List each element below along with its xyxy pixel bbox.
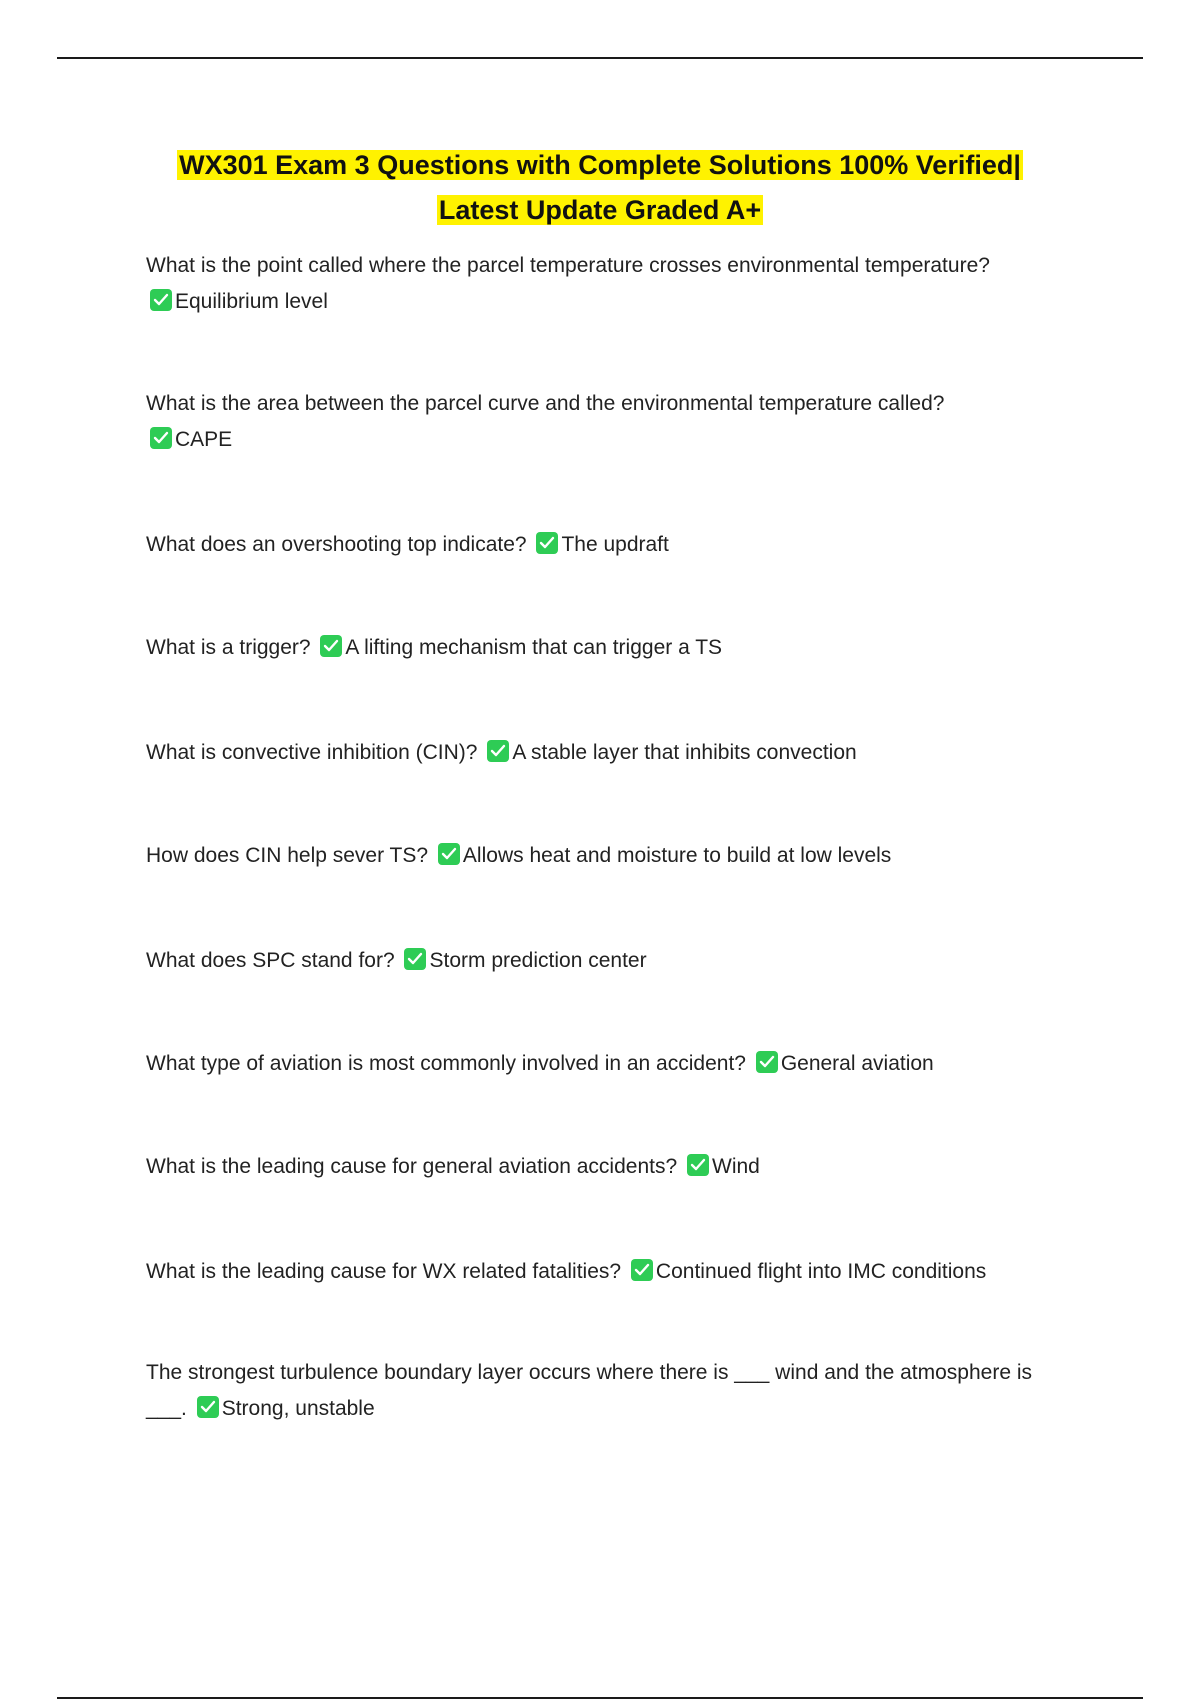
- check-mark-icon: [150, 289, 172, 311]
- answer-text: Strong, unstable: [221, 1397, 375, 1420]
- question-text: What is the leading cause for general aviation accidents?: [146, 1155, 678, 1178]
- qa-item: [146, 630, 1106, 666]
- answer-text: Storm prediction center: [429, 949, 647, 972]
- answer-text: Equilibrium level: [175, 290, 328, 313]
- qa-item: [146, 1254, 1106, 1290]
- question-text: What does SPC stand for?: [146, 949, 395, 972]
- question-text: The strongest turbulence boundary layer occurs where there is ___ wind and the atmosphere is: [146, 1361, 1032, 1384]
- check-mark-icon: [536, 532, 558, 554]
- check-mark-icon: [687, 1154, 709, 1176]
- question-text: How does CIN help sever TS?: [146, 844, 429, 867]
- answer-text: CAPE: [175, 428, 233, 451]
- check-mark-icon: [487, 740, 509, 762]
- qa-item: [146, 386, 1106, 458]
- question-text: What is the point called where the parcel temperature crosses environmental temperature?: [146, 254, 990, 277]
- answer-text: Wind: [712, 1155, 760, 1178]
- title-line-1: WX301 Exam 3 Questions with Complete Solutions 100% Verified|: [179, 150, 1021, 180]
- question-text: What does an overshooting top indicate?: [146, 533, 527, 556]
- check-mark-icon: [438, 843, 460, 865]
- answer-text: General aviation: [780, 1052, 934, 1075]
- qa-item: [146, 248, 1106, 320]
- question-text: What is convective inhibition (CIN)?: [146, 741, 478, 764]
- check-mark-icon: [756, 1051, 778, 1073]
- footer-rule: [57, 1697, 1143, 1699]
- answer-text: Allows heat and moisture to build at low levels: [462, 844, 892, 867]
- check-mark-icon: [197, 1396, 219, 1418]
- question-text: What type of aviation is most commonly involved in an accident?: [146, 1052, 746, 1075]
- answer-text: A stable layer that inhibits convection: [512, 741, 857, 764]
- question-text: What is the area between the parcel curve and the environmental temperature called?: [146, 392, 945, 415]
- answer-text: A lifting mechanism that can trigger a TS: [345, 636, 723, 659]
- check-mark-icon: [631, 1259, 653, 1281]
- qa-item: [146, 1046, 1106, 1082]
- qa-item: [146, 735, 1106, 771]
- check-mark-icon: [404, 948, 426, 970]
- check-mark-icon: [320, 635, 342, 657]
- qa-item: [146, 1149, 1106, 1185]
- qa-item: [146, 527, 1106, 563]
- qa-item: [146, 943, 1106, 979]
- qa-item: [146, 838, 1106, 874]
- question-text-continued: ___.: [146, 1397, 187, 1420]
- question-text: What is the leading cause for WX related fatalities?: [146, 1260, 622, 1283]
- header-rule: [57, 57, 1143, 59]
- title-line-2: Latest Update Graded A+: [438, 195, 762, 225]
- document-title: [100, 143, 1100, 233]
- check-mark-icon: [150, 427, 172, 449]
- answer-text: The updraft: [561, 533, 669, 556]
- question-text: What is a trigger?: [146, 636, 311, 659]
- qa-item: [146, 1355, 1106, 1427]
- answer-text: Continued flight into IMC conditions: [655, 1260, 987, 1283]
